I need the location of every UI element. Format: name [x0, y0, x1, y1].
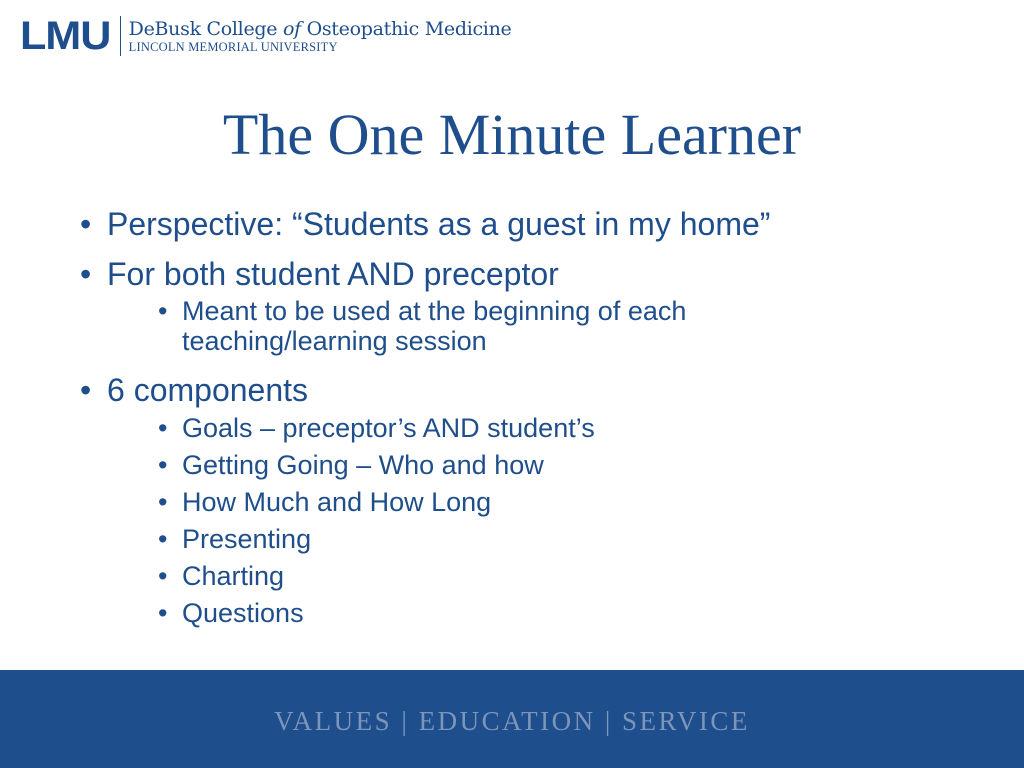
sub-bullet-dot: •	[158, 413, 168, 443]
sub-bullet-item	[158, 487, 980, 517]
sub-bullet-item	[158, 450, 980, 480]
sub-bullet-item	[158, 524, 980, 554]
bullet-item	[80, 254, 980, 356]
slide-title: The One Minute Learner	[222, 102, 802, 167]
bullet-text: 6 components	[107, 372, 309, 408]
sub-bullet-text: Goals – preceptor’s AND student’s	[182, 413, 595, 443]
footer-tagline: VALUES | EDUCATION | SERVICE	[274, 706, 750, 736]
logo-text	[129, 18, 512, 54]
sub-bullet-text: How Much and How Long	[182, 487, 492, 517]
sub-bullet-dot: •	[158, 524, 168, 554]
sub-bullet-dot: •	[158, 487, 168, 517]
college-name	[129, 18, 512, 40]
logo-mark: LMU	[20, 14, 111, 58]
sub-bullet-list	[107, 296, 980, 356]
sub-bullet-text: Presenting	[182, 524, 312, 554]
sub-bullet-dot: •	[158, 296, 168, 326]
bullet-text: Perspective: “Students as a guest in my home”	[107, 206, 771, 242]
sub-bullet-dot: •	[158, 598, 168, 628]
logo-divider	[120, 16, 121, 56]
sub-bullet-text: Getting Going – Who and how	[182, 450, 544, 480]
sub-bullet-list	[107, 413, 980, 628]
university-name: LINCOLN MEMORIAL UNIVERSITY	[128, 40, 338, 54]
sub-bullet-text: Meant to be used at the beginning of each teaching/learning session	[182, 296, 687, 356]
college-name-of: of	[282, 18, 301, 40]
sub-bullet-text: Charting	[182, 561, 285, 591]
bullet-dot: •	[80, 372, 92, 408]
sub-bullet-item	[158, 413, 980, 443]
bullet-list	[80, 204, 980, 638]
college-name-part2: Osteopathic Medicine	[300, 18, 512, 40]
bullet-item	[80, 204, 980, 244]
bullet-dot: •	[80, 256, 92, 292]
lmu-logo	[20, 14, 511, 58]
college-name-part1: DeBusk College	[128, 18, 283, 40]
bullet-item	[80, 370, 980, 628]
sub-bullet-text: Questions	[182, 598, 304, 628]
bullet-text: For both student AND preceptor	[107, 256, 559, 292]
sub-bullet-item	[158, 598, 980, 628]
sub-bullet-item	[158, 561, 980, 591]
sub-bullet-item	[158, 296, 822, 356]
sub-bullet-dot: •	[158, 450, 168, 480]
sub-bullet-dot: •	[158, 561, 168, 591]
bullet-dot: •	[80, 206, 92, 242]
